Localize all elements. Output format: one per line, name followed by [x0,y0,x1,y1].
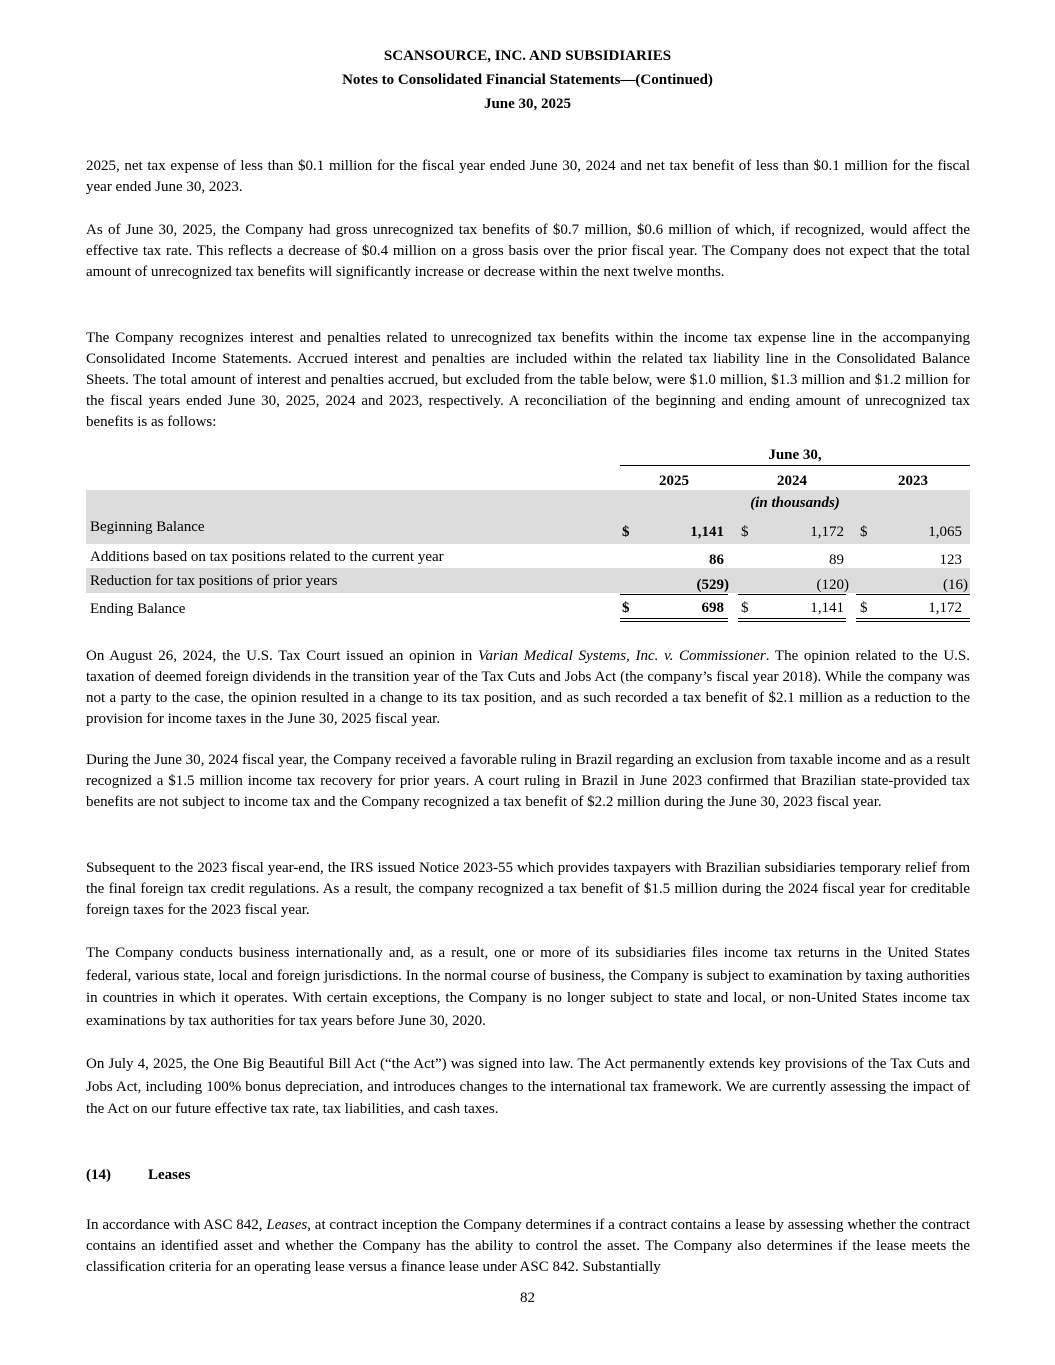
column-header-2024: 2024 [777,473,807,489]
table-cell: 1,141 [810,600,844,616]
table-cell: (16) [943,577,968,593]
total-double-rule [856,618,970,622]
currency-symbol: $ [860,524,868,540]
table-cell: 89 [829,552,844,568]
paragraph-brazil-ruling: During the June 30, 2024 fiscal year, the Company received a favorable ruling in Brazil regarding an exclusion from taxable income and as a result recognized a $1.5 million income tax recovery for prior years. A court ruling in Brazil in June 2023 confirmed that Brazilian state-provided tax benefits are not subject to income tax and the Company recognized a tax benefit of $2.2 million during the June 30, 2023 fiscal year. [86,752,970,810]
currency-symbol: $ [741,524,749,540]
row-label-beginning-balance: Beginning Balance [90,519,205,535]
table-cell: 1,141 [690,524,724,540]
table-cell: 86 [709,552,724,568]
varian-text-before: On August 26, 2024, the U.S. Tax Court issued an opinion in [86,648,478,664]
table-period-header: June 30, [768,447,822,463]
table-cell: 1,172 [928,600,962,616]
paragraph-tax-expense: 2025, net tax expense of less than $0.1 million for the fiscal year ended June 30, 2024 and net tax benefit of less than $0.1 million for the fiscal year ended June 30, 2023. [86,158,970,195]
table-cell: 1,172 [810,524,844,540]
subtotal-rule [620,594,728,595]
statement-date: June 30, 2025 [483,96,572,112]
table-cell: 698 [701,600,724,616]
period-header-rule [620,465,970,466]
company-name: SCANSOURCE, INC. AND SUBSIDIARIES [383,48,672,64]
total-double-rule [620,618,728,622]
currency-symbol: $ [622,524,630,540]
currency-symbol: $ [860,600,868,616]
subtotal-rule [738,594,846,595]
row-label-ending-balance: Ending Balance [90,601,186,617]
leases-italic: Leases [266,1217,308,1233]
varian-text-after: . The opinion related to the U.S. taxation of deemed foreign dividends in the transition year of the Tax Cuts and Jobs Act (the company’s fiscal year 2018). While the company was not a party to the case, the opinion resulted in a change to its tax position, and as such recorded a tax benefit of $2.1 million as a reduction to the provision for income taxes in the June 30, 2025 fiscal year. [86,648,971,727]
leases-text-before: In accordance with ASC 842, [86,1217,267,1233]
paragraph-interest-penalties: The Company recognizes interest and penalties related to unrecognized tax benefits within the income tax expense line in the accompanying Consolidated Income Statements. Accrued interest and penalties are included within the related tax liability line in the Consolidated Balance Sheets. The total amount of interest and penalties accrued, but excluded from the table below, were $1.0 million, $1.3 million and $1.2 million for the fiscal years ended June 30, 2025, 2024 and 2023, respectively. A reconciliation of the beginning and ending amount of unrecognized tax benefits is as follows: [86,330,970,430]
paragraph-varian-opinion [86,646,970,730]
paragraph-international-business: The Company conducts business internationally and, as a result, one or more of its subsidiaries files income tax returns in the United States federal, various state, local and foreign jurisdictions. In the normal course of business, the Company is subject to examination by taxing authorities in countries in which it operates. With certain exceptions, the Company is no longer subject to state and local, or non-United States income tax examinations by tax authorities for tax years before June 30, 2020. [86,945,970,1029]
row-label-reductions: Reduction for tax positions of prior years [90,573,338,589]
total-double-rule [738,618,846,622]
table-cell: 123 [939,552,962,568]
varian-case-name: Varian Medical Systems, Inc. v. Commissioner [478,648,766,664]
section-heading-leases [86,1167,191,1184]
currency-symbol: $ [741,600,749,616]
table-cell: (529) [696,577,729,593]
notes-subtitle: Notes to Consolidated Financial Statements—(Continued) [342,72,713,88]
section-number: (14) [86,1167,111,1183]
column-header-2025: 2025 [659,473,689,489]
table-cell: (120) [816,577,849,593]
paragraph-unrecognized-benefits: As of June 30, 2025, the Company had gross unrecognized tax benefits of $0.7 million, $0.6 million of which, if recognized, would affect the effective tax rate. This reflects a decrease of $0.4 million on a gross basis over the prior fiscal year. The Company does not expect that the total amount of unrecognized tax benefits will significantly increase or decrease within the next twelve months. [86,222,970,280]
subtotal-rule [856,594,970,595]
column-header-2023: 2023 [898,473,928,489]
paragraph-big-beautiful-bill: On July 4, 2025, the One Big Beautiful Bill Act (“the Act”) was signed into law. The Act permanently extends key provisions of the Tax Cuts and Jobs Act, including 100% bonus depreciation, and introduces changes to the international tax framework. We are currently assessing the impact of the Act on our future effective tax rate, tax liabilities, and cash taxes. [86,1056,970,1117]
section-title: Leases [148,1167,191,1183]
table-unit: (in thousands) [750,495,840,511]
currency-symbol: $ [622,600,630,616]
row-label-additions: Additions based on tax positions related to the current year [90,549,444,565]
page-number: 82 [520,1290,535,1306]
table-cell: 1,065 [928,524,962,540]
paragraph-leases [86,1215,970,1278]
paragraph-irs-notice: Subsequent to the 2023 fiscal year-end, the IRS issued Notice 2023-55 which provides taxpayers with Brazilian subsidiaries temporary relief from the final foreign tax credit regulations. As a result, the company recognized a tax benefit of $1.5 million during the 2024 fiscal year for creditable foreign taxes for the 2023 fiscal year. [86,860,970,918]
leases-text-after: , at contract inception the Company determines if a contract contains a lease by assessing whether the contract contains an identified asset and whether the Company has the ability to control the asset. The Company also determines if the lease meets the classification criteria for an operating lease versus a finance lease under ASC 842. Substantially [86,1217,970,1275]
